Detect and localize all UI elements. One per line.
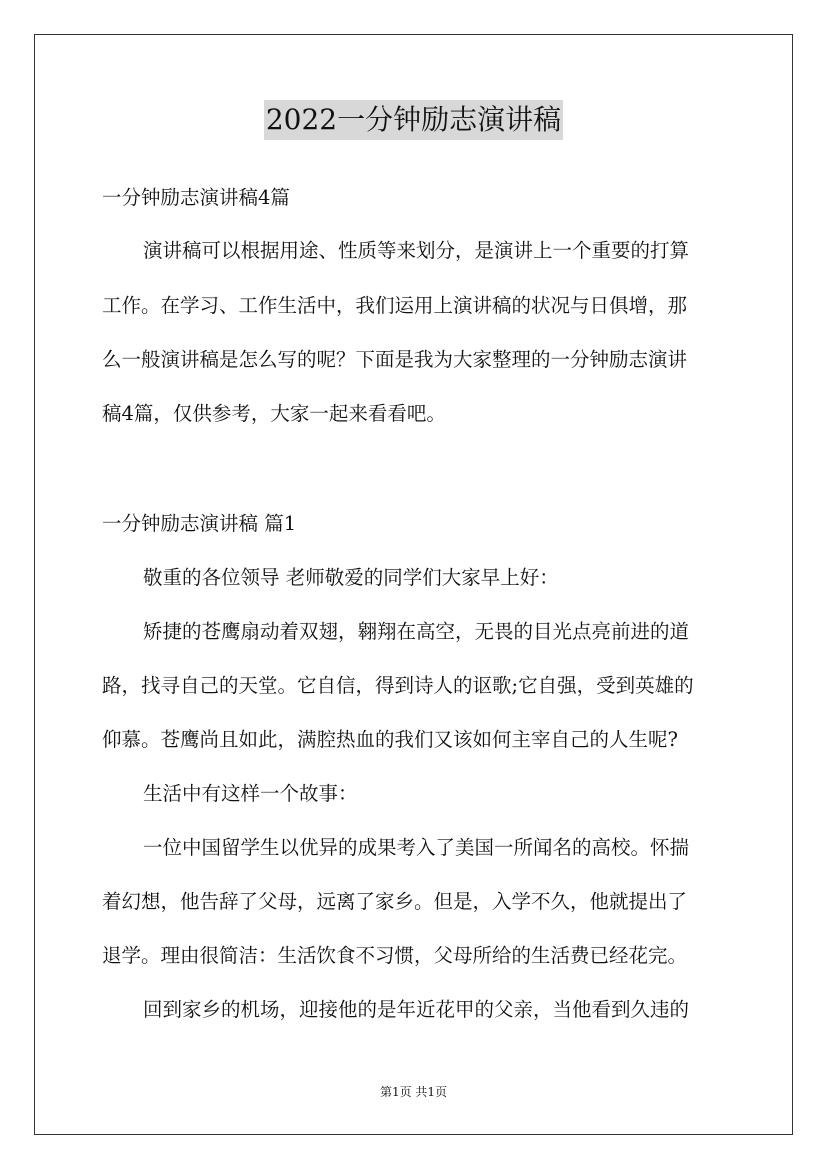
document-title: 2022一分钟励志演讲稿 (264, 100, 563, 140)
para4-line-1: 回到家乡的机场，迎接他的是年近花甲的父亲，当他看到久违的 (143, 998, 690, 1021)
title-wrap (0, 100, 827, 140)
para1-line-2: 路，找寻自己的天堂。它自信，得到诗人的讴歌;它自强，受到英雄的 (102, 674, 694, 697)
greeting: 敬重的各位领导 老师敬爱的同学们大家早上好： (143, 566, 559, 589)
para3-line-1: 一位中国留学生以优异的成果考入了美国一所闻名的高校。怀揣 (143, 836, 690, 859)
intro-line-3: 么一般演讲稿是怎么写的呢？下面是我为大家整理的一分钟励志演讲 (102, 348, 688, 371)
section-heading: 一分钟励志演讲稿 篇1 (102, 512, 297, 535)
para3-line-2: 着幻想，他告辞了父母，远离了家乡。但是，入学不久，他就提出了 (102, 890, 688, 913)
intro-line-1: 演讲稿可以根据用途、性质等来划分，是演讲上一个重要的打算 (143, 239, 690, 262)
intro-line-4: 稿4篇，仅供参考，大家一起来看看吧。 (102, 402, 446, 425)
para2: 生活中有这样一个故事： (143, 782, 358, 805)
para3-line-3: 退学。理由很简洁：生活饮食不习惯，父母所给的生活费已经花完。 (102, 944, 688, 967)
intro-line-2: 工作。在学习、工作生活中，我们运用上演讲稿的状况与日俱增，那 (102, 294, 688, 317)
page-footer: 第1页 共1页 (379, 1085, 448, 1099)
subtitle: 一分钟励志演讲稿4篇 (102, 186, 290, 209)
para1-line-3: 仰慕。苍鹰尚且如此，满腔热血的我们又该如何主宰自己的人生呢? (102, 728, 678, 751)
para1-line-1: 矫捷的苍鹰扇动着双翅，翱翔在高空，无畏的目光点亮前进的道 (143, 620, 690, 643)
